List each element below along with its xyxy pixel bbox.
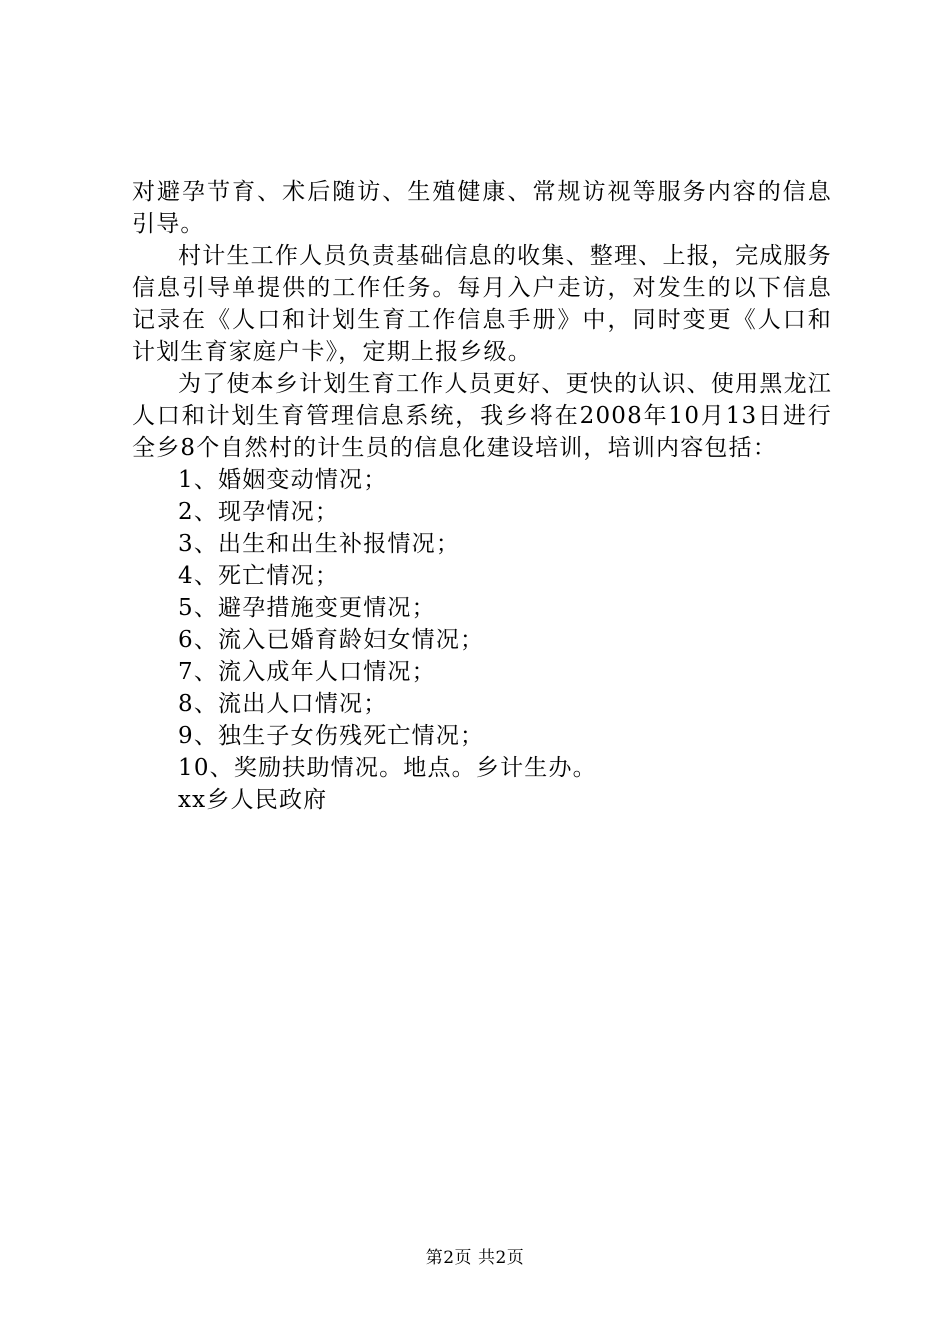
document-body bbox=[132, 176, 832, 816]
page-number-footer: 第2页 共2页 bbox=[425, 1248, 525, 1268]
list-item: 8、流出人口情况； bbox=[178, 691, 388, 717]
list-item: 9、独生子女伤残死亡情况； bbox=[178, 723, 485, 749]
paragraph-service-guidance: 对避孕节育、术后随访、生殖健康、常规访视等服务内容的信息引导。 bbox=[132, 179, 832, 237]
list-item: 1、婚姻变动情况； bbox=[178, 467, 388, 493]
list-item: 10、奖励扶助情况。地点。乡计生办。 bbox=[178, 755, 597, 781]
list-item: 6、流入已婚育龄妇女情况； bbox=[178, 627, 485, 653]
list-item: 4、死亡情况； bbox=[178, 563, 340, 589]
list-item: 2、现孕情况； bbox=[178, 499, 340, 525]
list-item: 7、流入成年人口情况； bbox=[178, 659, 436, 685]
paragraph-village-staff-duties: 村计生工作人员负责基础信息的收集、整理、上报，完成服务信息引导单提供的工作任务。每月入户走访，对发生的以下信息记录在《人口和计划生育工作信息手册》中，同时变更《人口和计划生育家庭户卡》，定期上报乡级。 bbox=[132, 243, 832, 365]
list-item: 5、避孕措施变更情况； bbox=[178, 595, 436, 621]
signature-organization: xx乡人民政府 bbox=[178, 787, 328, 813]
training-content-list bbox=[132, 464, 832, 784]
paragraph-training-notice: 为了使本乡计划生育工作人员更好、更快的认识、使用黑龙江人口和计划生育管理信息系统，我乡将在2008年10月13日进行全乡8个自然村的计生员的信息化建设培训，培训内容包括： bbox=[132, 371, 832, 461]
list-item: 3、出生和出生补报情况； bbox=[178, 531, 461, 557]
